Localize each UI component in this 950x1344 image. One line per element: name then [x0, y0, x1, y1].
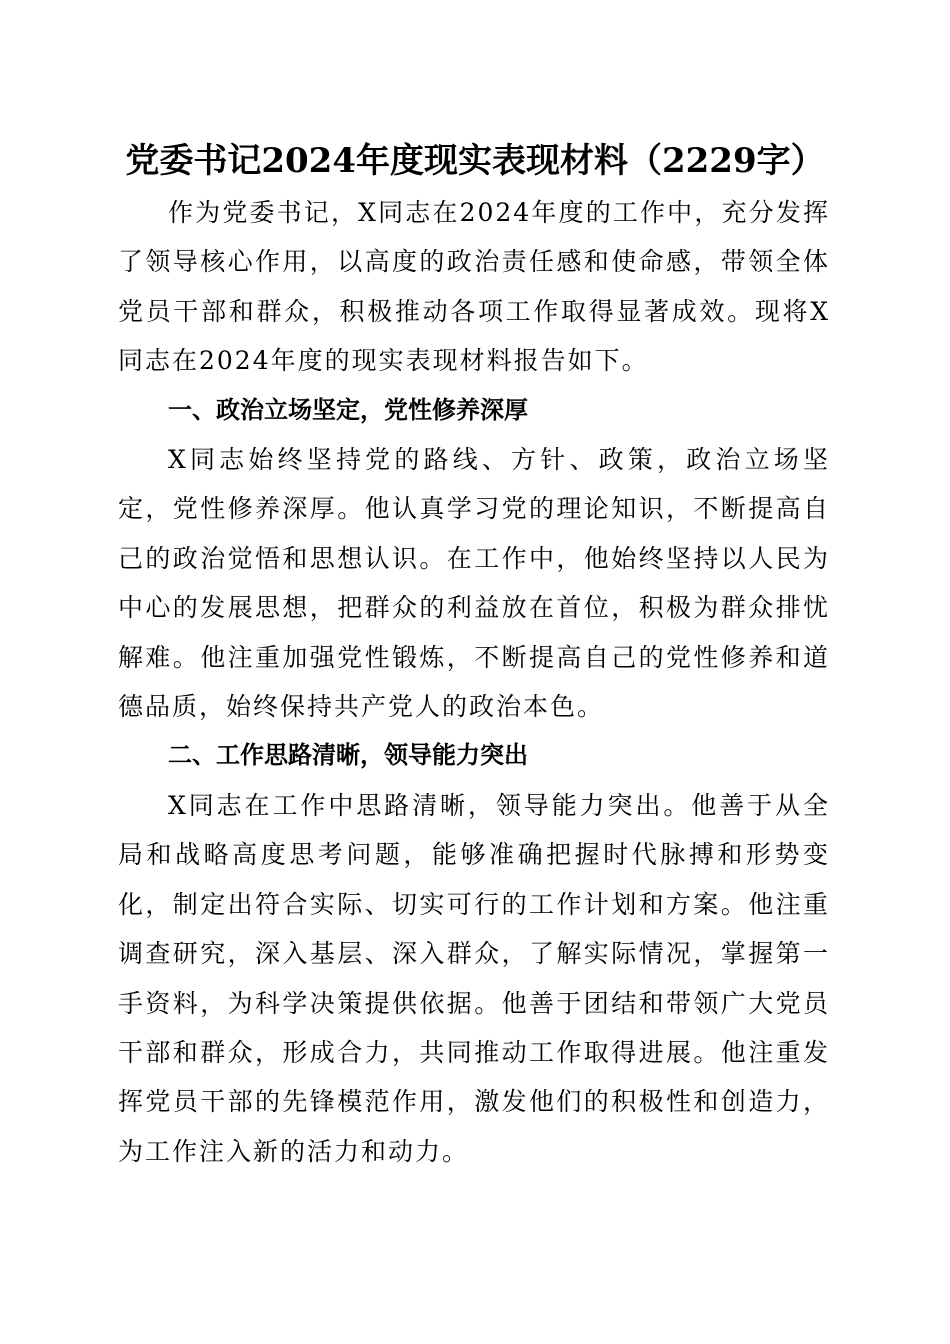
section-1-paragraph: X同志始终坚持党的路线、方针、政策，政治立场坚定，党性修养深厚。他认真学习党的理论知识，不断提高自己的政治觉悟和思想认识。在工作中，他始终坚持以人民为中心的发展思想，把群众的利益放在首位，积极为群众排忧解难。他注重加强党性锻炼，不断提高自己的党性修养和道德品质，始终保持共产党人的政治本色。 [118, 445, 830, 722]
section-2-paragraph: X同志在工作中思路清晰，领导能力突出。他善于从全局和战略高度思考问题，能够准确把握时代脉搏和形势变化，制定出符合实际、切实可行的工作计划和方案。他注重调查研究，深入基层、深入群众，了解实际情况，掌握第一手资料，为科学决策提供依据。他善于团结和带领广大党员干部和群众，形成合力，共同推动工作取得进展。他注重发挥党员干部的先锋模范作用，激发他们的积极性和创造力，为工作注入新的活力和动力。 [118, 790, 830, 1166]
document-title: 党委书记2024年度现实表现材料（2229字） [125, 141, 825, 181]
section-2-heading: 二、工作思路清晰，领导能力突出 [168, 741, 528, 770]
intro-paragraph: 作为党委书记，X同志在2024年度的工作中，充分发挥了领导核心作用，以高度的政治责任感和使命感，带领全体党员干部和群众，积极推动各项工作取得显著成效。现将X同志在2024年度的现实表现材料报告如下。 [118, 198, 830, 376]
document-body [118, 188, 830, 1176]
section-1-heading: 一、政治立场坚定，党性修养深厚 [168, 395, 528, 424]
